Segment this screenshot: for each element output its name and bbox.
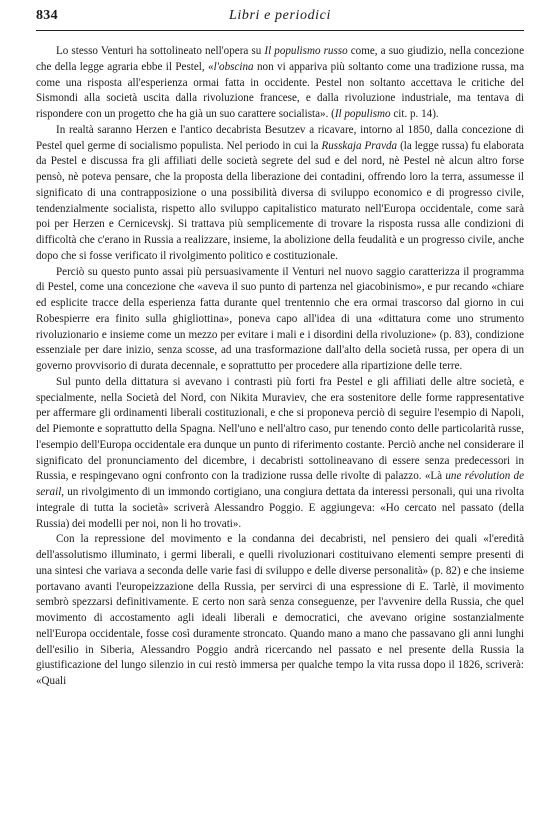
text-segment: Con la repressione del movimento e la condanna dei decabristi, nel pensiero dei quali «l'eredità dell'assolutismo illuminato, i germi liberali, e quelli rivoluzionari costituivano elementi sempre presenti di una sintesi che variava a seconda delle varie fasi di sviluppo e delle diverse personalità» (p. 82) e che insieme portavano avanti l'europeizzazione della Russia, per servirci di una espressione di E. Tarlè, il movimento sembrò spezzarsi definitivamente. E certo non sarà senza conseguenze, per l'avvenire della Russia, che quel movimento di accostamento agli ideali liberali e democratici, che avevano origine sostanzialmente nell'Europa occidentale, fosse così duramente stroncato. Quando mano a mano che passavano gli anni lunghi dell'esilio in Siberia, Alessandro Poggio andrà ricercando nel passato e nel presente della Russia la giustificazione del lungo silenzio in cui restò immersa per qualche tempo la vita russa dopo il 1826, scriverà: «Quali: [36, 533, 524, 687]
page-number: 834: [36, 8, 58, 23]
paragraph: [36, 375, 524, 533]
paragraph: [36, 532, 524, 690]
text-segment: come, a suo giudizio, nella concezione che della legge agraria ebbe il Pestel, «: [36, 45, 524, 73]
text-segment: Lo stesso Venturi ha sottolineato nell'opera su: [56, 45, 265, 57]
text-segment: non vi appariva più soltanto come una tradizione russa, ma come una risposta all'esperienza ormai fatta in occidente. Pestel non soltanto accettava le critiche del Sismondi alla società uscita dalla rivoluzione francese, e dalla rivoluzione industriale, ma tentava di rispondere con un progetto che ha già un suo carattere socialista». (: [36, 60, 524, 120]
text-segment: In realtà saranno Herzen e l'antico decabrista Besutzev a ricavare, intorno al 1850, dalla concezione di Pestel quel germe di socialismo populista. Nel periodo in cui la: [36, 123, 524, 152]
running-title: Libri e periodici: [229, 8, 331, 23]
paragraph: [36, 44, 524, 123]
italic-text: Russkaja Pravda: [321, 139, 398, 152]
text-segment: Sul punto della dittatura si avevano i contrasti più forti fra Pestel e gli affiliati delle altre società, e specialmente, nella Società del Nord, con Nikita Muraviev, che era sostenitore delle forme rappresentative per affermare gli ordinamenti liberali costituzionali, e che si proponeva perciò di seguire l'esempio di Napoli, del Piemonte e soprattutto della Spagna. Nell'uno e nell'altro caso, pur tenendo conto delle particolarità russe, l'esempio dell'Europa occidentale era dunque un punto di riferimento costante. Perciò anche nel considerare il significato del pronunciamento del dicembre, i decabristi sottolineavano di essere senza predecessori in Russia, e respingevano ogni confronto con la tradizione russa delle rivolte di palazzo. «Là: [36, 375, 524, 483]
header-rule: [36, 30, 524, 31]
text-segment: , un rivolgimento di un immondo cortigiano, una congiura dettata da interessi personali, qui una rivolta integrale di tutta la società» scriverà Alessandro Poggio. E aggiungeva: «Ho cercato nel passato (della Russia) dei modelli per noi, non li ho trovati».: [36, 486, 524, 530]
italic-text: Il populismo russo: [264, 45, 348, 57]
text-segment: (la legge russa) fu elaborata da Pestel e discussa fra gli affiliati delle società segrete del sud e del nord, nè Pestel nè alcun altro forse pensò, nè poteva pensare, che la proposta della liberazione dei contadini, offrendo loro la terra, assumesse il significato di una contrapposizione o una possibilità diversa di sviluppo economico e di progresso civile, tendenzialmente socialista, rispetto allo sviluppo capitalistico maturato nell'Europa occidentale, come sarà poi per Herzen e Cernicevskj. Si trattava più semplicemente di trovare la risposta russa alle condizioni di difficoltà che c'erano in Russia a realizzare, insieme, la abolizione della feudalità e un progresso civile, anche dopo che si fosse verificato il rivolgimento politico e costituzionale.: [36, 139, 524, 262]
italic-text: l'obscina: [213, 60, 254, 73]
body-text: [36, 44, 524, 690]
paragraph: [36, 265, 524, 375]
page-header: [36, 8, 524, 28]
text-segment: cit. p. 14).: [390, 108, 439, 120]
text-segment: Perciò su questo punto assai più persuasivamente il Venturi nel nuovo saggio caratterizza il programma di Pestel, come una concezione che «aveva il suo punto di partenza nel giacobinismo», e pur recando «chiare ed esplicite tracce della esperienza fatta durante quel trentennio che era ormai trascorso dal giorno in cui Robespierre era finito sulla ghigliottina», poneva capo all'idea di una «dittatura come uno strumento rivoluzionario e insieme come un mezzo per evitare i mali e i disordini della rivoluzione» (p. 83), condizione essenziale per dare inizio, senza scosse, ad una trasformazione dall'alto della società russa, per opera di un governo provvisorio di durata decennale, e soprattutto per procedere alla ripartizione delle terre.: [36, 265, 524, 372]
italic-text: Il populismo: [334, 108, 391, 120]
italic-text: une révolution de serail: [36, 470, 524, 498]
paragraph: [36, 123, 524, 265]
